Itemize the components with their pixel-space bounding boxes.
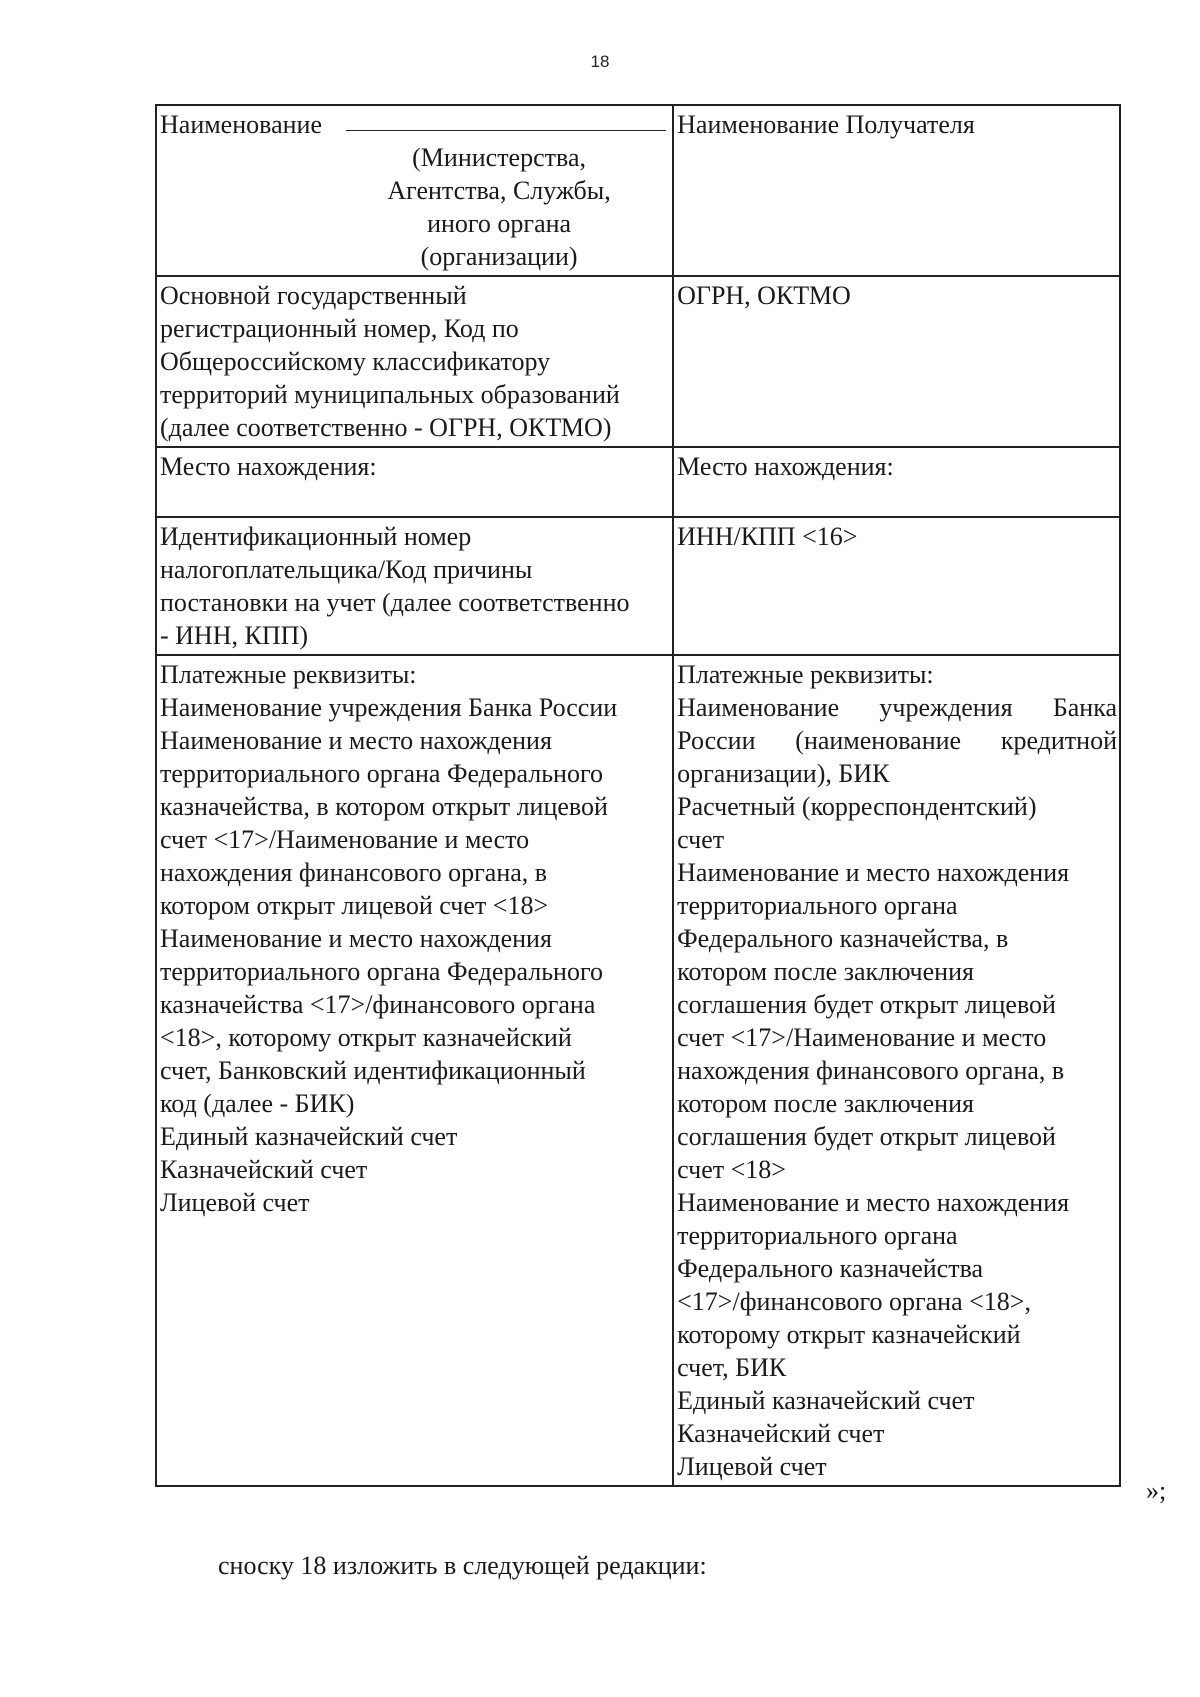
grantor-name-cell — [156, 105, 673, 276]
table-row — [156, 105, 1120, 276]
recipient-ogrn-oktmo-cell: ОГРН, ОКТМО — [673, 276, 1120, 447]
grantor-name-head — [160, 108, 670, 141]
ogrn-oktmo-description-cell: Основной государственный регистрационный номер, Код по Общероссийскому классификатору территорий муниципальных образований (далее соответственно - ОГРН, ОКТМО) — [156, 276, 673, 447]
inn-kpp-description-cell: Идентификационный номер налогоплательщика/Код причины постановки на учет (далее соответственно - ИНН, КПП) — [156, 517, 673, 655]
table-row — [156, 655, 1120, 1486]
recipient-name-cell — [673, 105, 1120, 276]
closing-quote: »; — [1146, 1476, 1167, 1505]
name-fill-line — [346, 129, 666, 131]
page-number: 18 — [590, 52, 610, 71]
footnote-instruction: сноску 18 изложить в следующей редакции: — [218, 1551, 707, 1580]
recipient-location-cell: Место нахождения: — [673, 447, 1120, 517]
recipient-inn-kpp-cell: ИНН/КПП <16> — [673, 517, 1120, 655]
table-row — [156, 276, 1120, 447]
grantor-location-cell: Место нахождения: — [156, 447, 673, 517]
table-row — [156, 447, 1120, 517]
justified-paragraph: Наименование учреждения Банка России (наименование кредитной организации), БИК — [677, 693, 1117, 788]
requisites-table — [155, 104, 1121, 1487]
recipient-name-label: Наименование Получателя — [677, 110, 975, 139]
grantor-name-label: Наименование — [160, 110, 322, 139]
table-row — [156, 517, 1120, 655]
grantor-name-caption: (Министерства, Агентства, Службы, иного органа (организации) — [387, 143, 611, 271]
grantor-payment-details-cell: Платежные реквизиты: Наименование учреждения Банка России Наименование и место нахождения территориального органа Федерального казначейства, в котором открыт лицевой счет <17>/Наименование и место нахождения финансового органа, в котором открыт лицевой счет <18> Наименование и место нахождения территориального органа Федерального казначейства <17>/финансового органа <18>, которому открыт казначейский счет, Банковский идентификационный код (далее - БИК) Единый казначейский счет Казначейский счет Лицевой счет — [156, 655, 673, 1486]
recipient-payment-details-cell: Платежные реквизиты: Наименование учреждения Банка России (наименование кредитной организации), БИК Расчетный (корреспондентский) счет Наименование и место нахождения территориального органа Федерального казначейства, в котором после заключения соглашения будет открыт лицевой счет <17>/Наименование и место нахождения финансового органа, в котором после заключения соглашения будет открыт лицевой счет <18> Наименование и место нахождения территориального органа Федерального казначейства <17>/финансового органа <18>, которому открыт казначейский счет, БИК Единый казначейский счет Казначейский счет Лицевой счет — [673, 655, 1120, 1486]
